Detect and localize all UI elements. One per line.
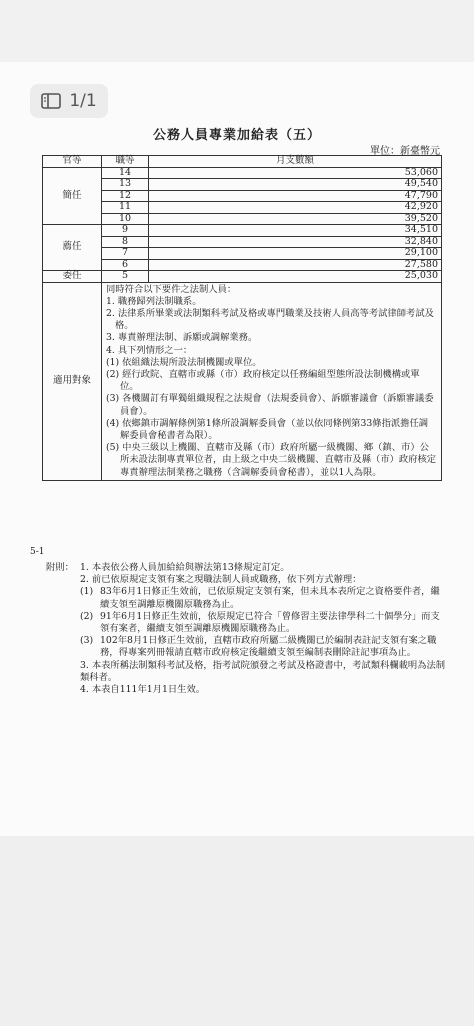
requirement-line: (2) 經行政院、直轄市或縣（市）政府核定以任務編組型態所設法制機構或單位。 <box>106 368 420 393</box>
table-row <box>43 259 442 271</box>
table-row <box>43 213 442 225</box>
note-text: 1. 本表依公務人員加給給與辦法第13條規定訂定。 <box>80 562 290 573</box>
subitem-text: 91年6月1日修正生效前，依原規定已符合「曾修習主要法律學科二十個學分」而支領有案者，繼續支領至調離原機關原職務為止。 <box>100 610 440 635</box>
header-amount: 月支數額 <box>149 156 442 168</box>
note-subitem <box>80 611 446 635</box>
requirement-line: (3) 各機關訂有單獨組織規程之法規會（法規委員會）、訴願審議會（訴願審議委員會）。 <box>106 393 434 417</box>
page-count-label: 1/1 <box>69 91 97 111</box>
subitem-number: (3) <box>80 635 94 647</box>
note-sublist <box>46 586 446 659</box>
grade-cell: 14 <box>102 167 149 179</box>
rank-cell: 薦任 <box>43 225 102 271</box>
viewer-top-area <box>0 0 474 62</box>
requirements-content <box>102 282 442 480</box>
grade-cell: 9 <box>102 225 149 237</box>
amount-cell: 42,920 <box>149 202 442 214</box>
note-subitem <box>80 586 446 610</box>
grade-cell: 8 <box>102 236 149 248</box>
table-row <box>43 202 442 214</box>
amount-cell: 47,790 <box>149 190 442 202</box>
subitem-text: 102年8月1日修正生效前，直轄市政府所屬二級機關已於編制表註記支領有案之職務，得專案列冊報請直轄市政府核定後繼續支領至編制表刪除註記事項為止。 <box>100 635 437 659</box>
table-header-row <box>43 156 442 168</box>
notes-label <box>46 574 80 586</box>
amount-cell: 34,510 <box>149 225 442 237</box>
amount-cell: 49,540 <box>149 179 442 191</box>
document-title: 公務人員專業加給表（五） <box>152 128 321 143</box>
note-item <box>46 684 446 696</box>
notes-label <box>46 660 80 684</box>
grade-cell: 11 <box>102 202 149 214</box>
grade-cell: 6 <box>102 259 149 271</box>
subitem-text: 83年6月1日修正生效前，已依原規定支領有案，但未具本表所定之資格要件者，繼續支領至調離原機關原職務為止。 <box>100 586 440 610</box>
amount-cell: 32,840 <box>149 236 442 248</box>
table-row <box>43 225 442 237</box>
header-rank: 官等 <box>43 156 102 168</box>
note-item <box>46 574 446 586</box>
grade-cell: 10 <box>102 213 149 225</box>
note-text: 3. 本表所稱法制類科考試及格，指考試院頒發之考試及格證書中，考試類科欄載明為法制類科者。 <box>80 659 446 683</box>
grade-cell: 7 <box>102 248 149 260</box>
grade-cell: 13 <box>102 179 149 191</box>
side-page-number: 5-1 <box>30 547 45 557</box>
amount-cell: 27,580 <box>149 259 442 271</box>
note-text: 2. 前已依原規定支領有案之現職法制人員或職務，依下列方式辦理： <box>80 574 362 586</box>
viewer-bottom-area <box>0 836 474 1026</box>
page-indicator-button[interactable] <box>30 84 108 118</box>
requirement-line: 同時符合以下要件之法制人員： <box>106 283 237 295</box>
requirement-line: (1) 依組織法規所設法制機關或單位。 <box>106 356 262 368</box>
amount-cell: 53,060 <box>149 167 442 179</box>
grade-cell: 5 <box>102 271 149 283</box>
requirements-label: 適用對象 <box>43 282 102 480</box>
note-subitem <box>80 635 446 659</box>
amount-cell: 39,520 <box>149 213 442 225</box>
notes-label <box>46 684 80 696</box>
table-row <box>43 167 442 179</box>
rank-cell: 簡任 <box>43 167 102 225</box>
rank-cell: 委任 <box>43 271 102 283</box>
amount-cell: 25,030 <box>149 271 442 283</box>
note-text: 4. 本表自111年1月1日生效。 <box>80 684 206 696</box>
table-row <box>43 236 442 248</box>
requirement-line: (5) 中央三級以上機關、直轄市及縣（市）政府所屬一級機關、鄉（鎮、市）公所未設法制專責單位者，由上級之中央二級機關、直轄市及縣（市）政府核定專責辦理法制業務之職務（含調解委員會秘書），並以1人為限。 <box>106 442 437 478</box>
requirement-line: 1. 職務歸列法制職系。 <box>106 295 202 307</box>
note-item <box>46 562 446 574</box>
notes-section <box>46 562 446 696</box>
header-grade: 職等 <box>102 156 149 168</box>
amount-cell: 29,100 <box>149 248 442 260</box>
note-item <box>46 660 446 684</box>
requirement-line: 2. 法律系所畢業或法制類科考試及格或專門職業及技術人員高等考試律師考試及格。 <box>106 307 434 332</box>
sidebar-toggle-icon <box>41 93 61 109</box>
table-row <box>43 248 442 260</box>
salary-table <box>42 155 442 481</box>
requirement-line: 4. 具下列情形之一： <box>106 344 193 356</box>
requirement-line: 3. 專責辦理法制、訴願或調解業務。 <box>106 332 258 344</box>
table-row <box>43 190 442 202</box>
requirements-row <box>43 282 442 480</box>
table-row <box>43 271 442 283</box>
notes-label: 附則： <box>46 562 74 573</box>
subitem-number: (2) <box>80 610 94 622</box>
requirement-line: (4) 依鄉鎮市調解條例第1條所設調解委員會（並以依同條例第33條指派擔任調解委員會秘書者為限）。 <box>106 417 429 441</box>
unit-label: 單位：新臺幣元 <box>370 146 440 157</box>
grade-cell: 12 <box>102 190 149 202</box>
table-row <box>43 179 442 191</box>
subitem-number: (1) <box>80 586 94 598</box>
